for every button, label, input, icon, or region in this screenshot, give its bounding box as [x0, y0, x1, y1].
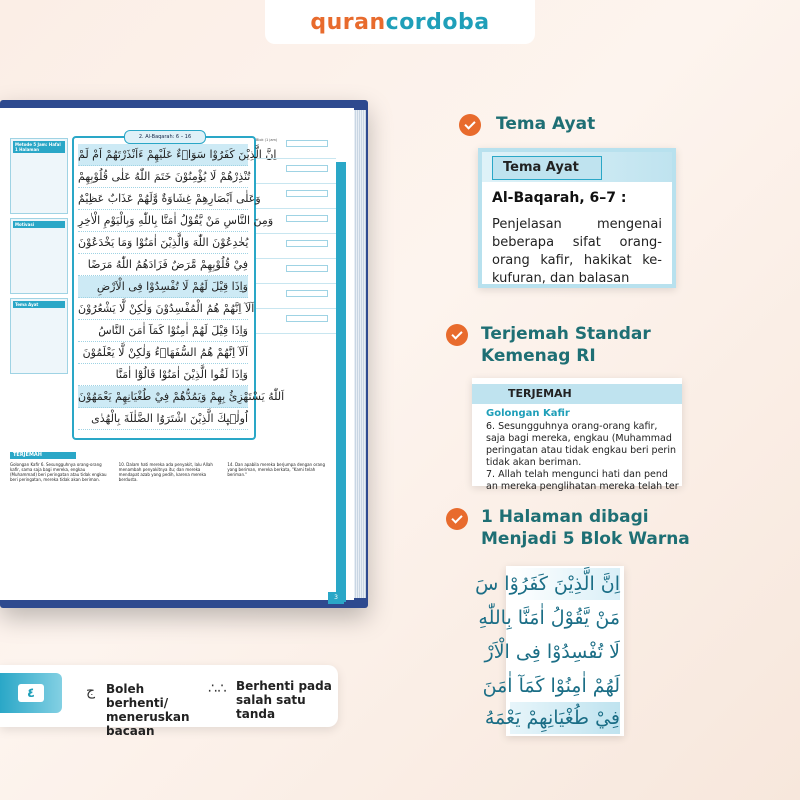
arabic-line-text: فِيْ قُلُوْبِهِمْ مَّرَضٌ فَزَادَهُمُ اللّٰهُ مَرَضًا: [87, 258, 248, 271]
progress-box: [256, 136, 336, 159]
tema-card-description: Penjelasan mengenai beberapa sifat orang-orang kafir, hakikat ke-kufuran, dan balasan: [492, 217, 662, 286]
arabic-line-text: وَاِذَا لَقُوا الَّذِيْنَ اٰمَنُوْا قَالُوْٓا اٰمَنَّا: [115, 368, 248, 381]
terjemah-card: [472, 378, 682, 492]
arabic-line: [78, 320, 248, 342]
waqf-jim-symbol: ج: [86, 683, 96, 699]
arabic-line: [78, 386, 285, 408]
color-block: [484, 636, 620, 668]
arabic-line-text: وَاِذَا قِيْلَ لَهُمْ اٰمِنُوْا كَمَآ اٰمَنَ النَّاسُ: [98, 324, 248, 337]
color-block: [475, 568, 620, 600]
check-icon: [446, 324, 468, 346]
progress-box: [256, 286, 336, 309]
page-number: 3: [328, 592, 344, 604]
progress-box: [256, 211, 336, 234]
terjemah-card-line: tidak akan beriman.: [486, 457, 582, 468]
tema-ayat-card: [478, 148, 676, 288]
arabic-line: [78, 188, 261, 210]
book-terjemah: [10, 452, 330, 592]
arabic-line-text: وَعَلٰى اَبْصَارِهِمْ غِشَاوَةٌ وَّلَهُمْ عَذَابٌ عَظِيْمٌ: [78, 192, 261, 205]
terjemah-header: TERJEMAH: [10, 452, 76, 459]
ayah-number-badge: [0, 673, 62, 713]
legend-label-1: Boleh berhenti/ meneruskan bacaan: [106, 682, 190, 738]
terjemah-card-line: 7. Allah telah mengunci hati dan pend: [486, 469, 668, 480]
arabic-line-text: تُنْذِرْهُمْ لَا يُؤْمِنُوْنَ خَتَمَ اللّٰهُ عَلٰى قُلُوْبِهِمْ: [78, 170, 251, 183]
arabic-line: [78, 232, 248, 254]
terjemah-card-line: peringatan atau tidak engkau beri perin: [486, 445, 676, 456]
terjemah-column: 10. Dalam hati mereka ada penyakit, lalu Allah menambah penyakitnya itu; dan mereka mendapat azab yang pedih, karena mereka berdusta.: [118, 462, 213, 482]
book-left-column: [10, 138, 68, 418]
waqf-legend: [0, 665, 338, 738]
arabic-line: [78, 408, 248, 430]
arabic-line: [78, 276, 248, 298]
arabic-line-text: وَمِنَ النَّاسِ مَنْ يَّقُوْلُ اٰمَنَّا بِاللّٰهِ وَبِالْيَوْمِ الْاٰخِرِ: [78, 214, 274, 227]
color-block: [482, 670, 620, 702]
progress-box: [256, 261, 336, 284]
feature-title-tema: Tema Ayat: [496, 114, 596, 134]
terjemah-card-line: an mereka penglihatan mereka telah ter: [486, 481, 679, 492]
arabic-line: [78, 166, 251, 188]
terjemah-card-label: TERJEMAH: [508, 387, 572, 400]
arabic-line: [78, 210, 274, 232]
arabic-line: [78, 364, 248, 386]
color-block-text: لَهُمْ اٰمِنُوْا كَمَآ اٰمَنَ: [482, 675, 620, 697]
arabic-line-text: اَلَآ اِنَّهُمْ هُمُ السُّفَهَاۤءُ وَلٰكِنْ لَّا يَعْلَمُوْنَ: [82, 346, 248, 359]
arabic-line-text: اِنَّ الَّذِيْنَ كَفَرُوْا سَوَاۤءٌ عَلَيْهِمْ ءَاَنْذَرْتَهُمْ اَمْ لَمْ: [78, 148, 277, 161]
left-box: [10, 298, 68, 374]
feature-title-blok: 1 Halaman dibagi Menjadi 5 Blok Warna: [481, 507, 690, 549]
color-block: [484, 702, 620, 734]
progress-box: [256, 186, 336, 209]
arabic-line-text: اَلَآ اِنَّهُمْ هُمُ الْمُفْسِدُوْنَ وَلٰكِنْ لَّا يَشْعُرُوْنَ: [78, 302, 255, 315]
progress-box: [256, 236, 336, 259]
book-page: [0, 108, 354, 600]
terjemah-card-line: 6. Sesungguhnya orang-orang kafir,: [486, 421, 658, 432]
brand-logo: [265, 0, 535, 44]
terjemah-column: 14. Dan apabila mereka berjumpa dengan orang yang beriman, mereka berkata, "Kami telah beriman.": [227, 462, 325, 477]
color-block: [478, 602, 620, 634]
book-right-column: [256, 136, 336, 436]
block-header: Blok (1 jam): [256, 138, 278, 142]
arabic-line-text: يُخٰدِعُوْنَ اللّٰهَ وَالَّذِيْنَ اٰمَنُوْا وَمَا يَخْدَعُوْنَ: [78, 236, 249, 249]
left-box-title: Metode 5 Jam: Hafal 1 Halaman: [13, 141, 65, 153]
arabic-line: [78, 144, 277, 166]
legend-label-2: Berhenti pada salah satu tanda: [236, 679, 332, 721]
terjemah-card-subtitle: Golongan Kafir: [486, 408, 570, 419]
book-image: [0, 100, 370, 610]
feature-title-terjemah: Terjemah Standar Kemenag RI: [481, 324, 651, 366]
check-icon: [459, 114, 481, 136]
color-blocks-card: [475, 566, 624, 736]
terjemah-card-line: saja bagi mereka, engkau (Muhammad: [486, 433, 672, 444]
left-box: [10, 138, 68, 214]
tema-card-reference: Al-Baqarah, 6–7 :: [492, 190, 627, 206]
progress-box: [256, 311, 336, 334]
tema-card-label: Tema Ayat: [492, 156, 602, 180]
arabic-line-text: وَاِذَا قِيْلَ لَهُمْ لَا تُفْسِدُوْا فِى الْاَرْضِ: [96, 280, 248, 293]
check-icon: [446, 508, 468, 530]
brand-text-quran: quran: [310, 9, 386, 35]
badge-number: ٤: [18, 684, 44, 702]
color-block-text: فِيْ طُغْيَانِهِمْ يَعْمَهُ: [484, 707, 620, 729]
left-box-title: Motivasi: [13, 221, 65, 228]
left-box: [10, 218, 68, 294]
arabic-line: [78, 342, 248, 364]
color-block-text: لَا تُفْسِدُوْا فِى الْاَرْ: [484, 641, 620, 663]
progress-box: [256, 161, 336, 184]
arabic-line: [78, 298, 255, 320]
waqf-muanaqah-symbol: ∴ ∴: [208, 681, 225, 697]
arabic-line-text: اَللّٰهُ يَسْتَهْزِئُ بِهِمْ وَيَمُدُّهُمْ فِيْ طُغْيَانِهِمْ يَعْمَهُوْنَ: [78, 390, 285, 403]
terjemah-column: Golongan Kafir 6. Sesungguhnya orang-orang kafir, sama saja bagi mereka, engkau (Muhammad) beri peringatan atau tidak engkau beri peringatan, mereka tidak akan beriman.: [10, 462, 107, 482]
brand-text-cordoba: cordoba: [385, 9, 490, 35]
surah-header: 2. Al-Baqarah: 6 – 16: [124, 130, 206, 144]
color-block-text: مَنْ يَّقُوْلُ اٰمَنَّا بِاللّٰهِ: [478, 607, 620, 629]
side-tab: [336, 162, 346, 602]
arabic-line: [78, 254, 248, 276]
color-block-text: اِنَّ الَّذِيْنَ كَفَرُوْا سَ: [475, 573, 620, 595]
left-box-title: Tema Ayat: [13, 301, 65, 308]
arabic-line-text: اُولٰۤىِٕكَ الَّذِيْنَ اشْتَرَوُا الضَّلٰلَةَ بِالْهُدٰى: [91, 412, 248, 425]
